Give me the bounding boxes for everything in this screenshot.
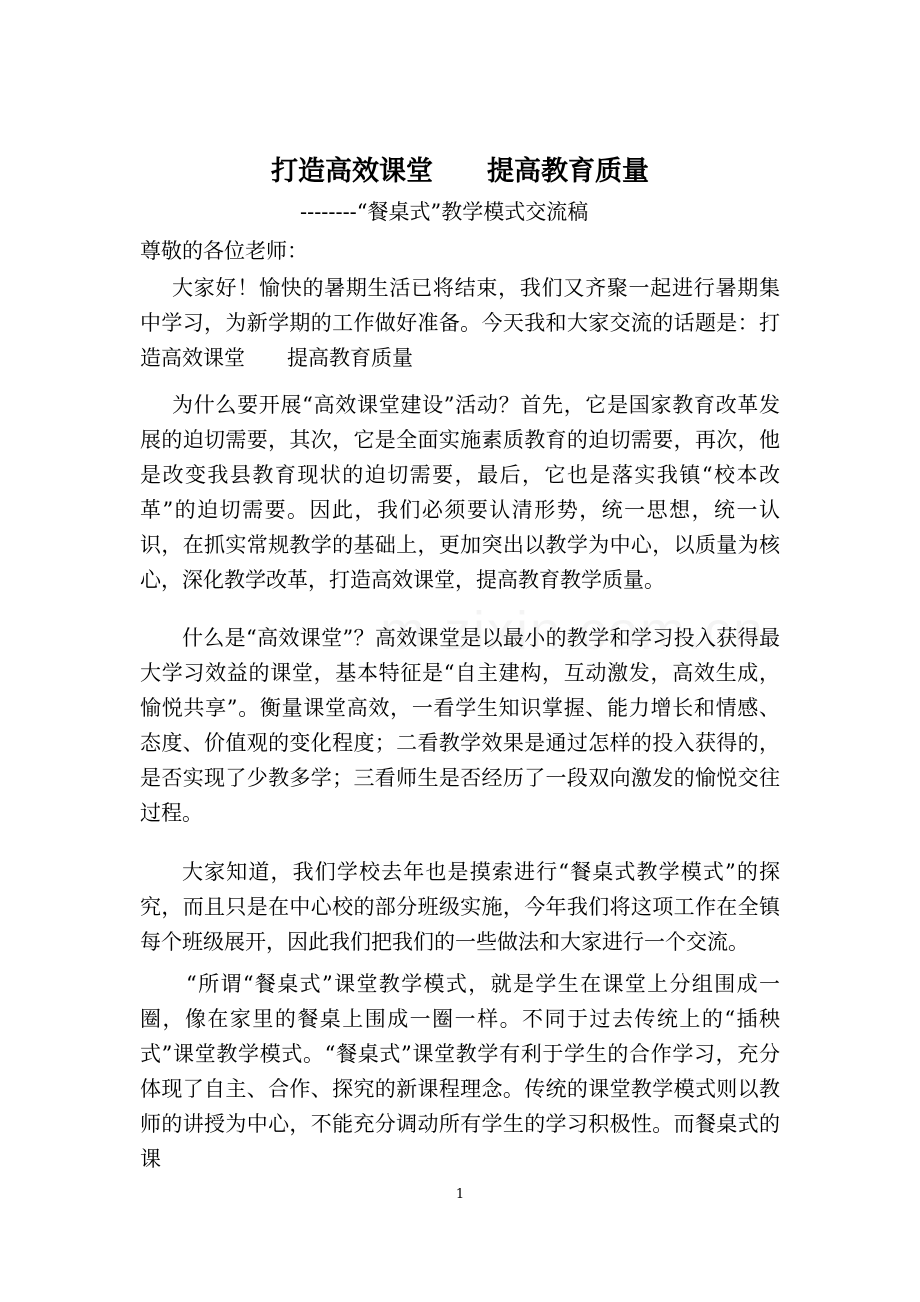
document-subtitle: --------“餐桌式”教学模式交流稿 bbox=[300, 200, 589, 224]
paragraph-3: 什么是“高效课堂”？高效课堂是以最小的教学和学习投入获得最大学习效益的课堂，基本特征是“自主建构，互动激发，高效生成，愉悦共享”。衡量课堂高效，一看学生知识掌握、能力增长和情感、态度、价值观的变化程度；二看教学效果是通过怎样的投入获得的，是否实现了少教多学；三看师生是否经历了一段双向激发的愉悦交往过程。 bbox=[140, 626, 780, 825]
paragraph-5: “所谓“餐桌式”课堂教学模式，就是学生在课堂上分组围成一圈，像在家里的餐桌上围成一圈一样。不同于过去传统上的“插秧式”课堂教学模式。“餐桌式”课堂教学有利于学生的合作学习，充分体现了自主、合作、探究的新课程理念。传统的课堂教学模式则以教师的讲授为中心，不能充分调动所有学生的学习积极性。而餐桌式的课 bbox=[140, 972, 780, 1171]
paragraph-1: 大家好！愉快的暑期生活已将结束，我们又齐聚一起进行暑期集中学习，为新学期的工作做好准备。今天我和大家交流的话题是：打造高效课堂 提高教育质量 bbox=[140, 276, 780, 370]
greeting: 尊敬的各位老师： bbox=[140, 239, 308, 263]
paragraph-2: 为什么要开展“高效课堂建设”活动？首先，它是国家教育改革发展的迫切需要，其次，它是全面实施素质教育的迫切需要，再次，他是改变我县教育现状的迫切需要，最后，它也是落实我镇“校本改革”的迫切需要。因此，我们必须要认清形势，统一思想，统一认识，在抓实常规教学的基础上，更加突出以教学为中心，以质量为核心，深化教学改革，打造高效课堂，提高教育教学质量。 bbox=[140, 393, 780, 592]
page-number: 1 bbox=[455, 1187, 465, 1202]
document-title: 打造高效课堂 提高教育质量 bbox=[271, 156, 649, 187]
paragraph-4: 大家知道，我们学校去年也是摸索进行“餐桌式教学模式”的探究，而且只是在中心校的部分班级实施，今年我们将这项工作在全镇每个班级展开，因此我们把我们的一些做法和大家进行一个交流。 bbox=[140, 860, 780, 954]
